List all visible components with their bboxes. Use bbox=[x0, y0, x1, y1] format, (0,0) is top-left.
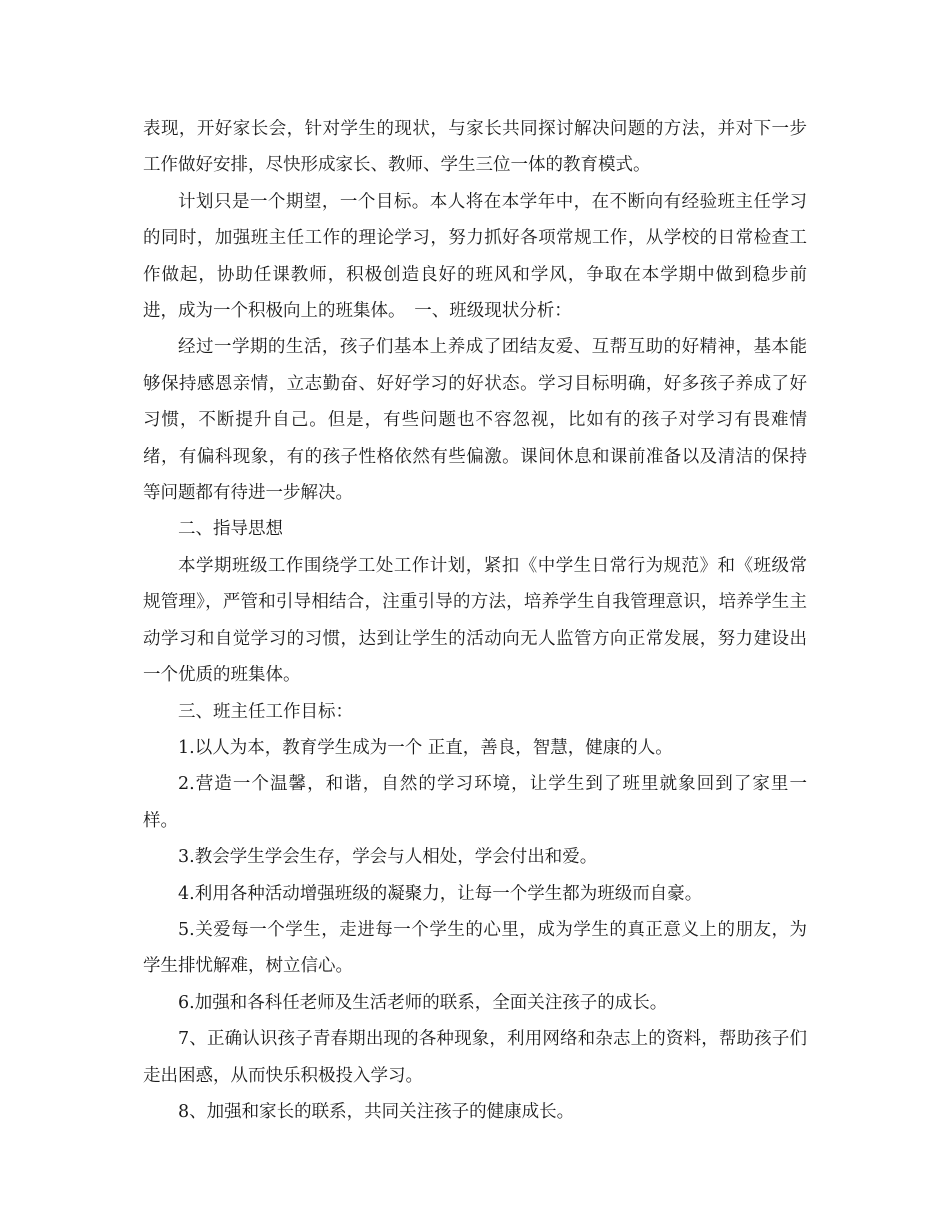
paragraph-plan-intro: 计划只是一个期望，一个目标。本人将在本学年中，在不断向有经验班主任学习的同时，加强班主任工作的理论学习，努力抓好各项常规工作，从学校的日常检查工作做起，协助任课教师，积极创造良好的班风和学风，争取在本学期中做到稳步前进，成为一个积极向上的班集体。 一、班级现状分析： bbox=[143, 191, 807, 322]
list-item-goal-7: 7、正确认识孩子青春期出现的各种现象，利用网络和杂志上的资料，帮助孩子们走出困惑，从而快乐积极投入学习。 bbox=[143, 1029, 807, 1086]
list-item-goal-2: 2.营造一个温馨，和谐，自然的学习环境，让学生到了班里就象回到了家里一样。 bbox=[143, 774, 807, 831]
list-item-goal-8: 8、加强和家长的联系，共同关注孩子的健康成长。 bbox=[178, 1101, 575, 1122]
paragraph-class-status: 经过一学期的生活，孩子们基本上养成了团结友爱、互帮互助的好精神，基本能够保持感恩亲情，立志勤奋、好好学习的好状态。学习目标明确，好多孩子养成了好习惯，不断提升自己。但是，有些问题也不容忽视，比如有的孩子对学习有畏难情绪，有偏科现象，有的孩子性格依然有些偏激。课间休息和课前准备以及清洁的保持等问题都有待进一步解决。 bbox=[143, 337, 807, 504]
document-body bbox=[143, 111, 807, 1130]
list-item-goal-4: 4.利用各种活动增强班级的凝聚力，让每一个学生都为班级而自豪。 bbox=[178, 883, 703, 904]
list-item-goal-1: 1.以人为本，教育学生成为一个 正直，善良，智慧，健康的人。 bbox=[178, 737, 673, 758]
list-item-goal-3: 3.教会学生学会生存，学会与人相处，学会付出和爱。 bbox=[178, 847, 598, 868]
paragraph-continuation: 表现，开好家长会，针对学生的现状，与家长共同探讨解决问题的方法，并对下一步工作做好安排，尽快形成家长、教师、学生三位一体的教育模式。 bbox=[143, 119, 807, 176]
section-heading-guiding-ideas: 二、指导思想 bbox=[178, 519, 283, 540]
list-item-goal-5: 5.关爱每一个学生，走进每一个学生的心里，成为学生的真正意义上的朋友，为学生排忧解难，树立信心。 bbox=[143, 919, 807, 977]
paragraph-guiding-ideas: 本学期班级工作围绕学工处工作计划，紧扣《中学生日常行为规范》和《班级常规管理》，严管和引导相结合，注重引导的方法，培养学生自我管理意识，培养学生主动学习和自觉学习的习惯，达到让学生的活动向无人监管方向正常发展，努力建设出一个优质的班集体。 bbox=[143, 555, 807, 686]
section-heading-work-goals: 三、班主任工作目标： bbox=[178, 701, 353, 722]
list-item-goal-6: 6.加强和各科任老师及生活老师的联系，全面关注孩子的成长。 bbox=[178, 992, 668, 1013]
